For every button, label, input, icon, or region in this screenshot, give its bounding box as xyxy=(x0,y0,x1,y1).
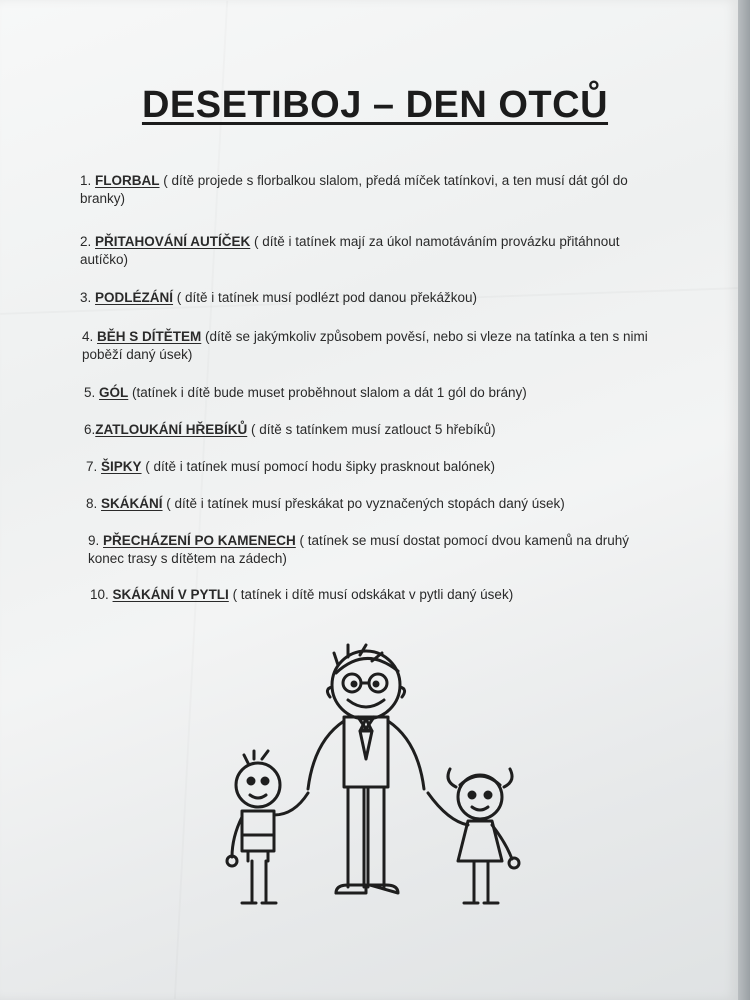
boy-figure xyxy=(227,751,308,903)
event-name: PŘECHÁZENÍ PO KAMENECH xyxy=(103,533,296,548)
list-item: 2. PŘITAHOVÁNÍ AUTÍČEK ( dítě i tatínek mají za úkol namotáváním provázku přitáhnout autíčko) xyxy=(80,234,620,267)
father-figure xyxy=(308,645,424,893)
list-item: 5. GÓL (tatínek i dítě bude muset proběhnout slalom a dát 1 gól do brány) xyxy=(84,385,527,400)
list-item: 1. FLORBAL ( dítě projede s florbalkou slalom, předá míček tatínkovi, a ten musí dát gól do branky) xyxy=(80,173,628,206)
event-name: ŠIPKY xyxy=(101,459,142,474)
event-name: SKÁKÁNÍ V PYTLI xyxy=(112,587,229,602)
list-item: 6.ZATLOUKÁNÍ HŘEBÍKŮ ( dítě s tatínkem musí zatlouct 5 hřebíků) xyxy=(84,422,496,437)
list-item: 9. PŘECHÁZENÍ PO KAMENECH ( tatínek se musí dostat pomocí dvou kamenů na druhý konec trasy s dítětem na zádech) xyxy=(88,533,629,566)
event-name: SKÁKÁNÍ xyxy=(101,496,163,511)
event-name: ZATLOUKÁNÍ HŘEBÍKŮ xyxy=(95,422,248,437)
event-name: BĚH S DÍTĚTEM xyxy=(97,329,202,344)
list-item: 7. ŠIPKY ( dítě i tatínek musí pomocí hodu šipky prasknout balónek) xyxy=(86,459,495,474)
list-item: 10. SKÁKÁNÍ V PYTLI ( tatínek i dítě musí odskákat v pytli daný úsek) xyxy=(90,587,514,602)
event-name: GÓL xyxy=(99,385,129,400)
list-item: 4. BĚH S DÍTĚTEM (dítě se jakýmkoliv způsobem pověsí, nebo si vleze na tatínka a ten s nimi poběží daný úsek) xyxy=(82,329,648,362)
page-title: DESETIBOJ – DEN OTCŮ xyxy=(141,84,609,126)
list-item: 3. PODLÉZÁNÍ ( dítě i tatínek musí podlézt pod danou překážkou) xyxy=(80,290,477,305)
event-name: PŘITAHOVÁNÍ AUTÍČEK xyxy=(95,234,251,249)
list-item: 8. SKÁKÁNÍ ( dítě i tatínek musí přeskákat po vyznačených stopách daný úsek) xyxy=(86,496,565,511)
event-name: PODLÉZÁNÍ xyxy=(95,290,174,305)
father-children-illustration xyxy=(220,635,540,915)
girl-figure xyxy=(428,769,519,903)
event-name: FLORBAL xyxy=(95,173,160,188)
